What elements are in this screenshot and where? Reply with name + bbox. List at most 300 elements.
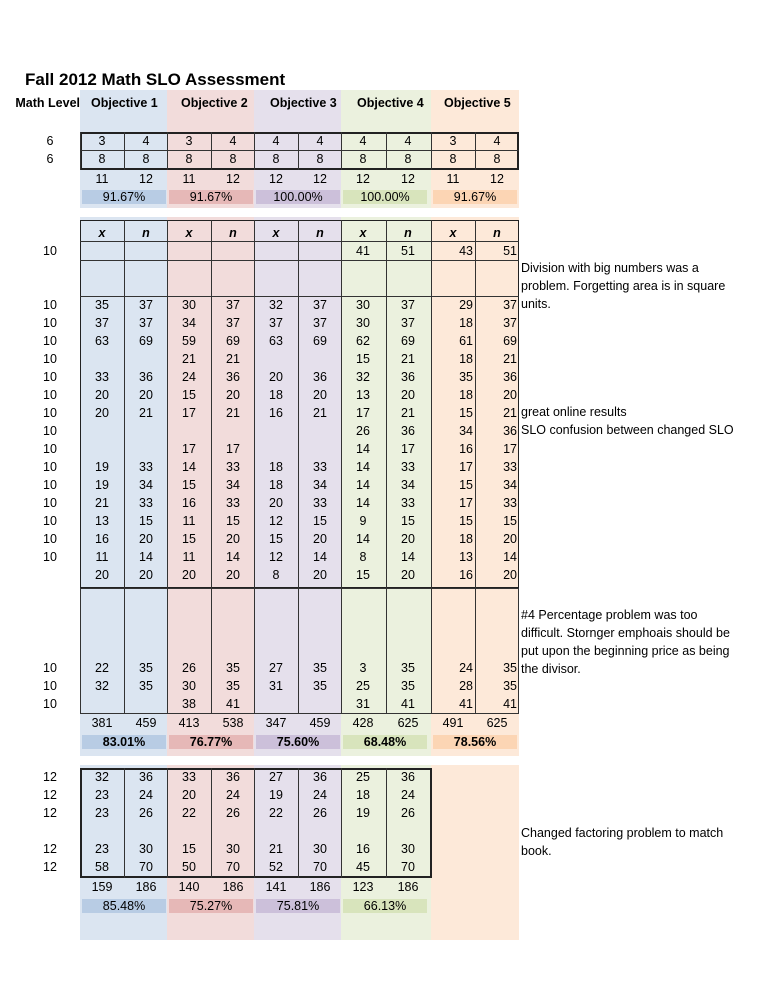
- table-cell: 14: [356, 496, 370, 510]
- percent-cell: 100.00%: [343, 190, 427, 204]
- table-cell: 50: [182, 860, 196, 874]
- table-cell: 33: [503, 460, 517, 474]
- table-cell: 45: [356, 860, 370, 874]
- table-cell: 41: [503, 697, 517, 711]
- table-cell: 30: [356, 298, 370, 312]
- table-cell: 37: [226, 316, 240, 330]
- math-level-cell: 12: [43, 770, 57, 784]
- math-level-cell: 6: [46, 152, 54, 166]
- table-cell: 32: [356, 370, 370, 384]
- total-cell: 11: [182, 172, 196, 186]
- table-cell: 33: [503, 496, 517, 510]
- table-cell: 35: [401, 679, 415, 693]
- table-cell: 8: [142, 152, 150, 166]
- table-cell: 21: [503, 406, 517, 420]
- table-cell: 25: [356, 770, 370, 784]
- table-cell: 30: [356, 316, 370, 330]
- table-cell: 4: [272, 134, 280, 148]
- table-cell: 69: [226, 334, 240, 348]
- table-cell: 28: [459, 679, 473, 693]
- table-cell: 69: [313, 334, 327, 348]
- objective-3-header: Objective 3: [270, 96, 337, 110]
- table-cell: 3: [449, 134, 457, 148]
- table-cell: 4: [404, 134, 412, 148]
- table-cell: 16: [459, 442, 473, 456]
- table-cell: 30: [182, 298, 196, 312]
- table-cell: 14: [182, 460, 196, 474]
- table-cell: 23: [95, 806, 109, 820]
- table-cell: 33: [139, 496, 153, 510]
- table-cell: 18: [269, 478, 283, 492]
- table-cell: 33: [313, 460, 327, 474]
- table-cell: 35: [139, 679, 153, 693]
- table-cell: 26: [182, 661, 196, 675]
- percent-cell: 76.77%: [169, 735, 253, 749]
- math-level-header: Math Level: [15, 96, 80, 110]
- grid-line: [80, 132, 81, 170]
- table-cell: 34: [401, 478, 415, 492]
- table-cell: 22: [182, 806, 196, 820]
- grid-line: [254, 768, 255, 878]
- xn-header: n: [229, 226, 237, 240]
- grid-line: [341, 132, 342, 170]
- table-cell: 19: [269, 788, 283, 802]
- table-cell: 18: [459, 532, 473, 546]
- math-level-cell: 10: [43, 352, 57, 366]
- table-cell: 33: [182, 770, 196, 784]
- table-cell: 18: [269, 388, 283, 402]
- table-cell: 32: [95, 679, 109, 693]
- table-cell: 35: [226, 661, 240, 675]
- math-level-cell: 10: [43, 496, 57, 510]
- table-cell: 20: [401, 388, 415, 402]
- table-cell: 21: [269, 842, 283, 856]
- total-cell: 140: [178, 880, 200, 894]
- table-cell: 34: [313, 478, 327, 492]
- math-level-cell: 12: [43, 842, 57, 856]
- math-level-cell: 10: [43, 679, 57, 693]
- table-cell: 16: [95, 532, 109, 546]
- table-cell: 9: [359, 514, 367, 528]
- table-cell: 20: [401, 568, 415, 582]
- total-cell: 123: [352, 880, 374, 894]
- table-cell: 30: [182, 679, 196, 693]
- total-cell: 141: [265, 880, 287, 894]
- table-cell: 8: [185, 152, 193, 166]
- percent-cell: 91.67%: [169, 190, 253, 204]
- table-cell: 26: [226, 806, 240, 820]
- table-cell: 63: [95, 334, 109, 348]
- table-cell: 59: [182, 334, 196, 348]
- table-cell: 12: [269, 550, 283, 564]
- table-cell: 4: [316, 134, 324, 148]
- table-cell: 24: [401, 788, 415, 802]
- math-level-cell: 10: [43, 424, 57, 438]
- xn-header: n: [316, 226, 324, 240]
- table-cell: 15: [459, 478, 473, 492]
- table-cell: 15: [503, 514, 517, 528]
- percent-cell: 68.48%: [343, 735, 427, 749]
- table-cell: 21: [313, 406, 327, 420]
- table-cell: 33: [401, 460, 415, 474]
- grid-line: [341, 768, 342, 878]
- table-cell: 14: [313, 550, 327, 564]
- table-cell: 16: [182, 496, 196, 510]
- xn-header: n: [142, 226, 150, 240]
- table-cell: 26: [401, 806, 415, 820]
- grid-line: [80, 150, 519, 151]
- table-cell: 35: [313, 679, 327, 693]
- grid-line: [386, 768, 387, 878]
- grid-line: [80, 296, 519, 297]
- table-cell: 35: [503, 661, 517, 675]
- table-cell: 20: [313, 532, 327, 546]
- table-cell: 23: [95, 788, 109, 802]
- table-cell: 41: [401, 697, 415, 711]
- page-title: Fall 2012 Math SLO Assessment: [25, 70, 286, 89]
- table-cell: 17: [459, 460, 473, 474]
- total-cell: 12: [269, 172, 283, 186]
- table-cell: 33: [139, 460, 153, 474]
- table-cell: 8: [272, 152, 280, 166]
- total-cell: 186: [397, 880, 419, 894]
- table-cell: 37: [313, 298, 327, 312]
- table-cell: 32: [269, 298, 283, 312]
- grid-line: [124, 132, 125, 170]
- table-cell: 36: [313, 370, 327, 384]
- table-cell: 37: [401, 316, 415, 330]
- grid-line: [475, 220, 476, 713]
- table-cell: 36: [139, 770, 153, 784]
- table-cell: 33: [226, 460, 240, 474]
- math-level-cell: 10: [43, 370, 57, 384]
- table-cell: 21: [139, 406, 153, 420]
- table-cell: 15: [182, 532, 196, 546]
- table-cell: 8: [359, 550, 367, 564]
- math-level-cell: 6: [46, 134, 54, 148]
- math-level-cell: 10: [43, 406, 57, 420]
- table-cell: 20: [95, 568, 109, 582]
- table-cell: 37: [269, 316, 283, 330]
- table-cell: 15: [401, 514, 415, 528]
- table-cell: 18: [459, 316, 473, 330]
- grid-line: [341, 220, 342, 713]
- objective-1-header: Objective 1: [91, 96, 158, 110]
- table-cell: 15: [139, 514, 153, 528]
- table-cell: 35: [313, 661, 327, 675]
- math-level-cell: 12: [43, 788, 57, 802]
- percent-cell: 75.27%: [169, 899, 253, 913]
- table-cell: 36: [401, 424, 415, 438]
- table-cell: 20: [139, 532, 153, 546]
- table-cell: 36: [503, 424, 517, 438]
- table-cell: 36: [226, 770, 240, 784]
- table-cell: 18: [356, 788, 370, 802]
- total-cell: 186: [135, 880, 157, 894]
- table-cell: 14: [139, 550, 153, 564]
- table-cell: 36: [226, 370, 240, 384]
- total-cell: 12: [139, 172, 153, 186]
- table-cell: 52: [269, 860, 283, 874]
- table-cell: 14: [401, 550, 415, 564]
- note-slo-confusion: SLO confusion between changed SLO: [521, 423, 734, 437]
- table-cell: 15: [182, 842, 196, 856]
- percent-cell: 85.48%: [82, 899, 166, 913]
- table-cell: 38: [182, 697, 196, 711]
- table-cell: 34: [226, 478, 240, 492]
- objective-5-header: Objective 5: [444, 96, 511, 110]
- table-cell: 30: [313, 842, 327, 856]
- total-cell: 12: [490, 172, 504, 186]
- table-cell: 20: [139, 568, 153, 582]
- table-cell: 37: [139, 316, 153, 330]
- table-cell: 33: [401, 496, 415, 510]
- table-cell: 16: [269, 406, 283, 420]
- math-level-cell: 10: [43, 316, 57, 330]
- table-cell: 21: [226, 352, 240, 366]
- percent-cell: 91.67%: [82, 190, 166, 204]
- table-cell: 34: [139, 478, 153, 492]
- table-cell: 34: [503, 478, 517, 492]
- table-cell: 37: [503, 298, 517, 312]
- xn-header: n: [493, 226, 501, 240]
- math-level-cell: 10: [43, 550, 57, 564]
- table-cell: 17: [182, 406, 196, 420]
- table-cell: 27: [269, 770, 283, 784]
- table-cell: 20: [226, 532, 240, 546]
- table-cell: 35: [401, 661, 415, 675]
- table-cell: 37: [226, 298, 240, 312]
- table-cell: 35: [95, 298, 109, 312]
- table-cell: 61: [459, 334, 473, 348]
- note-online: great online results: [521, 405, 627, 419]
- math-level-cell: 10: [43, 334, 57, 348]
- table-cell: 8: [449, 152, 457, 166]
- grid-line: [80, 241, 519, 242]
- table-cell: 24: [226, 788, 240, 802]
- table-cell: 3: [359, 661, 367, 675]
- table-cell: 21: [182, 352, 196, 366]
- grid-line: [386, 220, 387, 713]
- total-cell: 159: [91, 880, 113, 894]
- table-cell: 31: [356, 697, 370, 711]
- table-cell: 37: [503, 316, 517, 330]
- table-cell: 3: [98, 134, 106, 148]
- table-cell: 20: [226, 568, 240, 582]
- grid-line: [386, 132, 387, 170]
- table-cell: 62: [356, 334, 370, 348]
- table-cell: 37: [139, 298, 153, 312]
- table-cell: 17: [401, 442, 415, 456]
- table-cell: 35: [459, 370, 473, 384]
- total-cell: 428: [352, 716, 374, 730]
- percent-cell: 91.67%: [433, 190, 517, 204]
- table-cell: 43: [459, 244, 473, 258]
- grid-line: [80, 713, 519, 714]
- note-factoring: Changed factoring problem to match book.: [521, 826, 724, 858]
- table-cell: 15: [356, 568, 370, 582]
- note-percentage: #4 Percentage problem was too difficult. Stornger emphoais should be put upon the beginning price as being the divisor.: [521, 608, 730, 676]
- total-cell: 186: [309, 880, 331, 894]
- xn-header: n: [404, 226, 412, 240]
- grid-line: [431, 220, 432, 713]
- table-cell: 13: [95, 514, 109, 528]
- math-level-cell: 10: [43, 460, 57, 474]
- table-cell: 12: [269, 514, 283, 528]
- table-cell: 51: [503, 244, 517, 258]
- table-cell: 25: [356, 679, 370, 693]
- math-level-cell: 10: [43, 661, 57, 675]
- table-cell: 37: [95, 316, 109, 330]
- table-cell: 15: [459, 514, 473, 528]
- math-level-cell: 12: [43, 860, 57, 874]
- table-cell: 21: [226, 406, 240, 420]
- table-cell: 26: [356, 424, 370, 438]
- table-cell: 41: [356, 244, 370, 258]
- grid-line: [124, 768, 125, 878]
- table-cell: 20: [313, 388, 327, 402]
- table-cell: 20: [313, 568, 327, 582]
- xn-header: x: [359, 226, 367, 240]
- table-cell: 13: [356, 388, 370, 402]
- table-cell: 24: [459, 661, 473, 675]
- grid-line: [211, 132, 212, 170]
- total-cell: 625: [397, 716, 419, 730]
- math-level-cell: 12: [43, 806, 57, 820]
- percent-cell: 75.60%: [256, 735, 340, 749]
- total-cell: 12: [313, 172, 327, 186]
- total-cell: 186: [222, 880, 244, 894]
- table-cell: 16: [356, 842, 370, 856]
- table-cell: 21: [95, 496, 109, 510]
- table-cell: 34: [182, 316, 196, 330]
- grid-line: [167, 768, 168, 878]
- xn-header: x: [272, 226, 280, 240]
- table-cell: 24: [139, 788, 153, 802]
- table-cell: 21: [401, 406, 415, 420]
- table-cell: 14: [226, 550, 240, 564]
- total-cell: 491: [442, 716, 464, 730]
- total-cell: 11: [95, 172, 109, 186]
- section-divider: [0, 208, 519, 217]
- table-cell: 17: [503, 442, 517, 456]
- table-cell: 4: [142, 134, 150, 148]
- grid-line: [518, 588, 519, 713]
- table-cell: 35: [139, 661, 153, 675]
- grid-line: [254, 220, 255, 713]
- table-cell: 4: [359, 134, 367, 148]
- table-cell: 33: [226, 496, 240, 510]
- math-level-cell: 10: [43, 244, 57, 258]
- table-cell: 35: [226, 679, 240, 693]
- table-cell: 20: [503, 568, 517, 582]
- objective-4-header: Objective 4: [357, 96, 424, 110]
- total-cell: 12: [356, 172, 370, 186]
- table-cell: 16: [459, 568, 473, 582]
- total-cell: 459: [309, 716, 331, 730]
- grid-line: [80, 588, 519, 589]
- math-level-cell: 10: [43, 514, 57, 528]
- table-cell: 15: [459, 406, 473, 420]
- table-cell: 20: [139, 388, 153, 402]
- math-level-cell: 10: [43, 442, 57, 456]
- table-cell: 8: [229, 152, 237, 166]
- table-cell: 20: [182, 568, 196, 582]
- table-cell: 3: [185, 134, 193, 148]
- table-cell: 36: [313, 770, 327, 784]
- math-level-cell: 10: [43, 298, 57, 312]
- table-cell: 14: [356, 460, 370, 474]
- table-cell: 24: [182, 370, 196, 384]
- table-cell: 19: [356, 806, 370, 820]
- percent-cell: 83.01%: [82, 735, 166, 749]
- total-cell: 381: [91, 716, 113, 730]
- table-cell: 17: [356, 406, 370, 420]
- table-cell: 13: [459, 550, 473, 564]
- table-cell: 33: [95, 370, 109, 384]
- table-cell: 69: [503, 334, 517, 348]
- math-level-cell: 10: [43, 697, 57, 711]
- percent-cell: 66.13%: [343, 899, 427, 913]
- table-cell: 14: [503, 550, 517, 564]
- table-cell: 41: [226, 697, 240, 711]
- table-cell: 36: [401, 770, 415, 784]
- table-cell: 23: [95, 842, 109, 856]
- table-cell: 29: [459, 298, 473, 312]
- table-cell: 17: [226, 442, 240, 456]
- table-cell: 4: [493, 134, 501, 148]
- table-cell: 63: [269, 334, 283, 348]
- grid-line: [475, 132, 476, 170]
- table-cell: 20: [269, 370, 283, 384]
- total-cell: 11: [446, 172, 460, 186]
- table-cell: 15: [313, 514, 327, 528]
- table-cell: 20: [226, 388, 240, 402]
- table-cell: 30: [139, 842, 153, 856]
- table-cell: 33: [313, 496, 327, 510]
- total-cell: 12: [401, 172, 415, 186]
- table-cell: 14: [356, 478, 370, 492]
- table-cell: 15: [182, 388, 196, 402]
- table-cell: 20: [95, 406, 109, 420]
- table-cell: 22: [95, 661, 109, 675]
- percent-cell: 100.00%: [256, 190, 340, 204]
- table-cell: 20: [401, 532, 415, 546]
- table-cell: 31: [269, 679, 283, 693]
- table-cell: 4: [229, 134, 237, 148]
- table-cell: 8: [404, 152, 412, 166]
- table-cell: 24: [313, 788, 327, 802]
- table-cell: 14: [356, 442, 370, 456]
- math-level-cell: 10: [43, 388, 57, 402]
- note-division: Division with big numbers was a problem. Forgetting area is in square units.: [521, 261, 726, 311]
- grid-line: [167, 132, 168, 170]
- table-cell: 70: [139, 860, 153, 874]
- table-cell: 15: [226, 514, 240, 528]
- table-cell: 8: [272, 568, 280, 582]
- table-cell: 26: [139, 806, 153, 820]
- table-cell: 36: [139, 370, 153, 384]
- xn-header: x: [449, 226, 457, 240]
- table-cell: 8: [316, 152, 324, 166]
- table-cell: 30: [226, 842, 240, 856]
- table-cell: 19: [95, 460, 109, 474]
- table-cell: 17: [459, 496, 473, 510]
- grid-line: [211, 220, 212, 713]
- table-cell: 8: [359, 152, 367, 166]
- table-cell: 11: [182, 514, 196, 528]
- table-cell: 15: [182, 478, 196, 492]
